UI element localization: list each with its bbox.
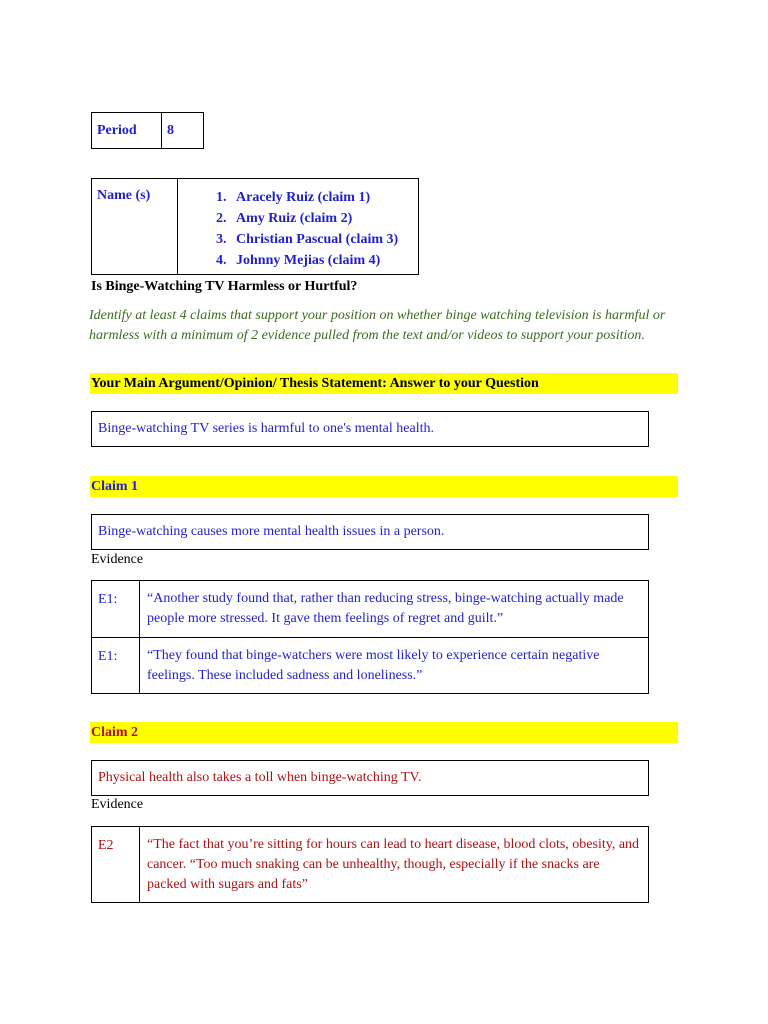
evidence-row bbox=[92, 637, 648, 693]
names-table bbox=[91, 178, 419, 275]
names-list bbox=[178, 187, 418, 271]
claim1-heading: Claim 1 bbox=[90, 476, 678, 497]
period-label: Period bbox=[92, 113, 162, 148]
instructions-text: Identify at least 4 claims that support your position on whether binge watching television is harmful or harmless with a minimum of 2 evidence pulled from the text and/or videos to support your position. bbox=[89, 308, 666, 343]
thesis-text: Binge-watching TV series is harmful to one's mental health. bbox=[98, 421, 434, 436]
claim2-text: Physical health also takes a toll when binge-watching TV. bbox=[98, 770, 422, 785]
claim2-box bbox=[91, 760, 649, 796]
claim1-box bbox=[91, 514, 649, 550]
name-item: 2. Amy Ruiz (claim 2) bbox=[230, 208, 418, 229]
claim2-evidence-label: Evidence bbox=[91, 797, 144, 812]
name-item: 4. Johnny Mejias (claim 4) bbox=[230, 250, 418, 271]
thesis-heading: Your Main Argument/Opinion/ Thesis Statement: Answer to your Question bbox=[90, 373, 678, 394]
evidence-label: E2 bbox=[92, 827, 140, 902]
evidence-label: E1: bbox=[92, 638, 140, 693]
question-heading: Is Binge-Watching TV Harmless or Hurtful? bbox=[91, 279, 358, 294]
names-list-cell bbox=[178, 179, 418, 274]
claim2-evidence-table bbox=[91, 826, 649, 903]
period-table bbox=[91, 112, 204, 149]
claim1-text: Binge-watching causes more mental health issues in a person. bbox=[98, 524, 445, 539]
claim1-evidence-table bbox=[91, 580, 649, 694]
name-item: 3. Christian Pascual (claim 3) bbox=[230, 229, 418, 250]
thesis-box bbox=[91, 411, 649, 447]
evidence-row bbox=[92, 581, 648, 637]
evidence-text: “Another study found that, rather than reducing stress, binge-watching actually made people more stressed. It gave them feelings of regret and guilt.” bbox=[147, 591, 624, 626]
names-label: Name (s) bbox=[92, 179, 178, 274]
evidence-text: “They found that binge-watchers were most likely to experience certain negative feelings. These included sadness and loneliness.” bbox=[147, 648, 600, 683]
evidence-text: “The fact that you’re sitting for hours can lead to heart disease, blood clots, obesity, and cancer. “Too much snaking can be unhealthy, though, especially if the snacks are packed with sugars and fats” bbox=[147, 837, 640, 892]
claim2-heading: Claim 2 bbox=[90, 722, 678, 743]
evidence-row bbox=[92, 827, 648, 902]
claim1-evidence-label: Evidence bbox=[91, 552, 144, 567]
name-item: 1. Aracely Ruiz (claim 1) bbox=[230, 187, 418, 208]
period-value: 8 bbox=[167, 122, 174, 138]
evidence-label: E1: bbox=[92, 581, 140, 637]
